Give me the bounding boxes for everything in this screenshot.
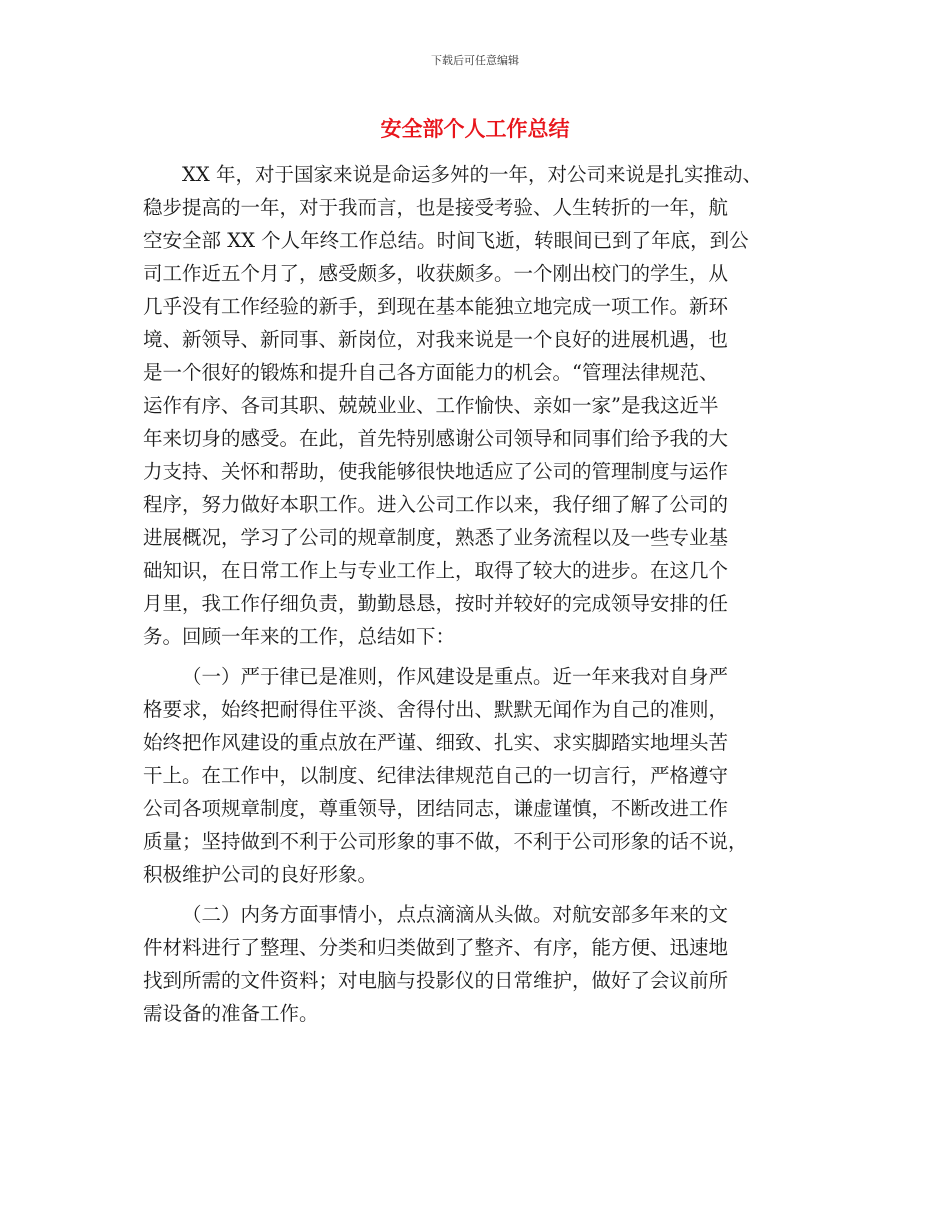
paragraph-1-line: 几乎没有工作经验的新手，到现在基本能独立地完成一项工作。新环 — [143, 295, 729, 318]
paragraph-1-line: 稳步提高的一年，对于我而言，也是接受考验、人生转折的一年，航 — [143, 196, 729, 219]
paragraph-2-line: 始终把作风建设的重点放在严谨、细致、扎实、求实脚踏实地埋头苦 — [143, 731, 729, 754]
paragraph-1-line: 月里，我工作仔细负责，勤勤恳恳，按时并较好的完成领导安排的任 — [143, 592, 729, 615]
paragraph-2-line: 质量；坚持做到不利于公司形象的事不做，不利于公司形象的话不说， — [143, 830, 748, 853]
paragraph-3-line: 件材料进行了整理、分类和归类做到了整齐、有序，能方便、迅速地 — [143, 936, 729, 959]
paragraph-1-line: 力支持、关怀和帮助，使我能够很快地适应了公司的管理制度与运作 — [143, 460, 729, 483]
paragraph-2-line: 公司各项规章制度，尊重领导，团结同志，谦虚谨慎，不断改进工作 — [143, 797, 729, 820]
paragraph-3-line: （二）内务方面事情小，点点滴滴从头做。对航安部多年来的文 — [182, 903, 729, 926]
paragraph-2-line: 干上。在工作中，以制度、纪律法律规范自己的一切言行，严格遵守 — [143, 764, 729, 787]
paragraph-1-line: 础知识，在日常工作上与专业工作上，取得了较大的进步。在这几个 — [143, 559, 729, 582]
paragraph-1-line: 空安全部 XX 个人年终工作总结。时间飞逝，转眼间已到了年底，到公 — [143, 229, 749, 252]
paragraph-2-line: （一）严于律已是准则，作风建设是重点。近一年来我对自身严 — [182, 665, 729, 688]
paragraph-1-line: 司工作近五个月了，感受颇多，收获颇多。一个刚出校门的学生，从 — [143, 262, 729, 285]
paragraph-1-line: XX 年，对于国家来说是命运多舛的一年，对公司来说是扎实推动、 — [182, 163, 762, 186]
paragraph-1-line: 是一个很好的锻炼和提升自己各方面能力的机会。“管理法律规范、 — [143, 361, 719, 384]
paragraph-1-line: 运作有序、各司其职、兢兢业业、工作愉快、亲如一家”是我这近半 — [143, 394, 719, 417]
paragraph-1-line: 程序，努力做好本职工作。进入公司工作以来，我仔细了解了公司的 — [143, 493, 729, 516]
paragraph-3-line: 需设备的准备工作。 — [143, 1002, 319, 1025]
document-title: 安全部个人工作总结 — [380, 117, 570, 141]
paragraph-1-line: 务。回顾一年来的工作，总结如下： — [143, 625, 456, 648]
paragraph-1-line: 境、新领导、新同事、新岗位，对我来说是一个良好的进展机遇，也 — [143, 328, 729, 351]
paragraph-2-line: 格要求，始终把耐得住平淡、舍得付出、默默无闻作为自己的准则， — [143, 698, 729, 721]
paragraph-1-line: 进展概况，学习了公司的规章制度，熟悉了业务流程以及一些专业基 — [143, 526, 729, 549]
paragraph-3-line: 找到所需的文件资料；对电脑与投影仪的日常维护，做好了会议前所 — [143, 969, 729, 992]
paragraph-1-line: 年来切身的感受。在此，首先特别感谢公司领导和同事们给予我的大 — [143, 427, 729, 450]
paragraph-2-line: 积极维护公司的良好形象。 — [143, 863, 378, 886]
page-header-note: 下载后可任意编辑 — [431, 54, 519, 67]
document-body — [143, 158, 818, 1030]
